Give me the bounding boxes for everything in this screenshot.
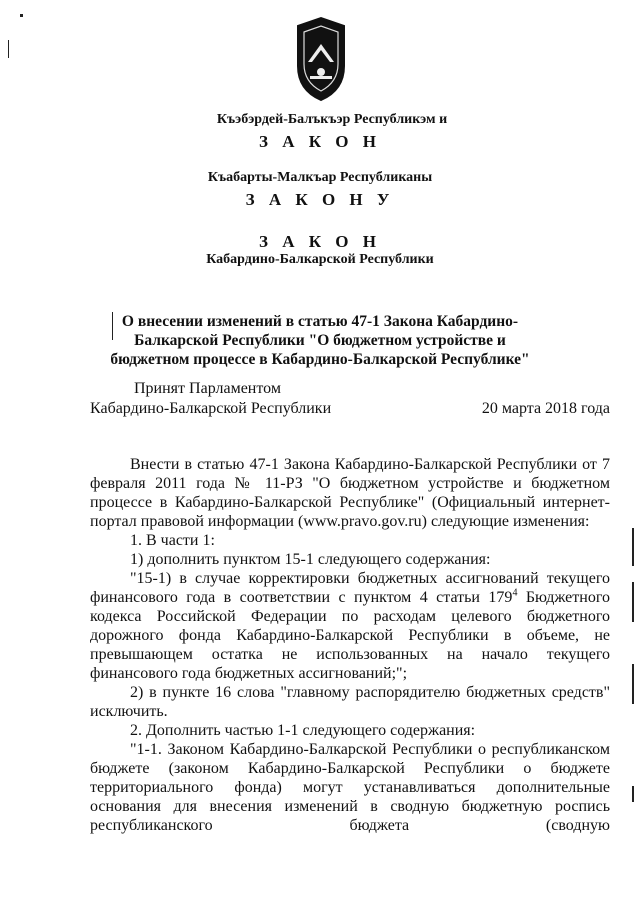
ru-law-word: З А К О Н <box>258 232 382 251</box>
kbr-republic-name: Къэбэрдей-Балъкъэр Республикэм и <box>216 112 448 127</box>
body-paragraph: 2. Дополнить частью 1-1 следующего содержания: <box>130 722 476 739</box>
kbr2-republic-name: Къабарты-Малкъар Республиканы <box>207 170 433 185</box>
scan-speck <box>20 14 23 17</box>
coat-of-arms-emblem <box>290 14 352 104</box>
kbr-law-word: З А К О Н <box>258 132 382 151</box>
body-paragraph <box>90 569 610 683</box>
body-paragraph: Внести в статью 47-1 Закона Кабардино-Балкарской Республики от 7 февраля 2011 года № 11-РЗ "О бюджетном устройстве и бюджетном процессе в Кабардино-Балкарской Республике" (Официальный интернет-портал правовой информации (www.pravo.gov.ru) следующие изменения: <box>90 456 610 530</box>
scan-mark <box>632 582 634 622</box>
scan-mark <box>632 528 634 566</box>
law-body <box>90 455 610 835</box>
scan-mark <box>632 786 634 802</box>
kbr2-law-word: З А К О Н У <box>245 190 395 209</box>
body-text: "15-1) в случае корректировки бюджетных ассигнований текущего финансового года в соответствии с пунктом 4 статьи 179 <box>90 570 610 606</box>
body-paragraph: "1-1. Законом Кабардино-Балкарской Республики о республиканском бюджете (законом Кабардино-Балкарской Республики о бюджете территориального фонда) могут устанавливаться дополнительные основания для внесения изменений в сводную бюджетную роспись республиканского бюджета (сводную <box>90 741 610 834</box>
scan-mark <box>632 664 634 704</box>
adoption-date: 20 марта 2018 года <box>481 400 610 417</box>
law-title: О внесении изменений в статью 47-1 Закона Кабардино-Балкарской Республики "О бюджетном устройстве и бюджетном процессе в Кабардино-Балкарской Республике" <box>110 313 530 368</box>
body-paragraph: 1) дополнить пунктом 15-1 следующего содержания: <box>130 551 491 568</box>
scan-mark <box>8 40 9 58</box>
superscript: 4 <box>512 587 518 599</box>
body-text: Бюджетного кодекса Российской Федерации по расходам целевого бюджетного дорожного фонда Кабардино-Балкарской Республики в объеме, не превышающем остатка не использованных на начало текущего финансового года бюджетных ассигнований;"; <box>90 589 610 682</box>
adopted-by-label: Принят Парламентом <box>134 380 281 397</box>
scan-mark <box>112 312 113 340</box>
ru-republic-name: Кабардино-Балкарской Республики <box>206 252 434 267</box>
body-paragraph: 2) в пункте 16 слова "главному распорядителю бюджетных средств" исключить. <box>90 684 610 720</box>
parliament-name: Кабардино-Балкарской Республики <box>90 400 332 417</box>
body-paragraph: 1. В части 1: <box>130 532 215 549</box>
